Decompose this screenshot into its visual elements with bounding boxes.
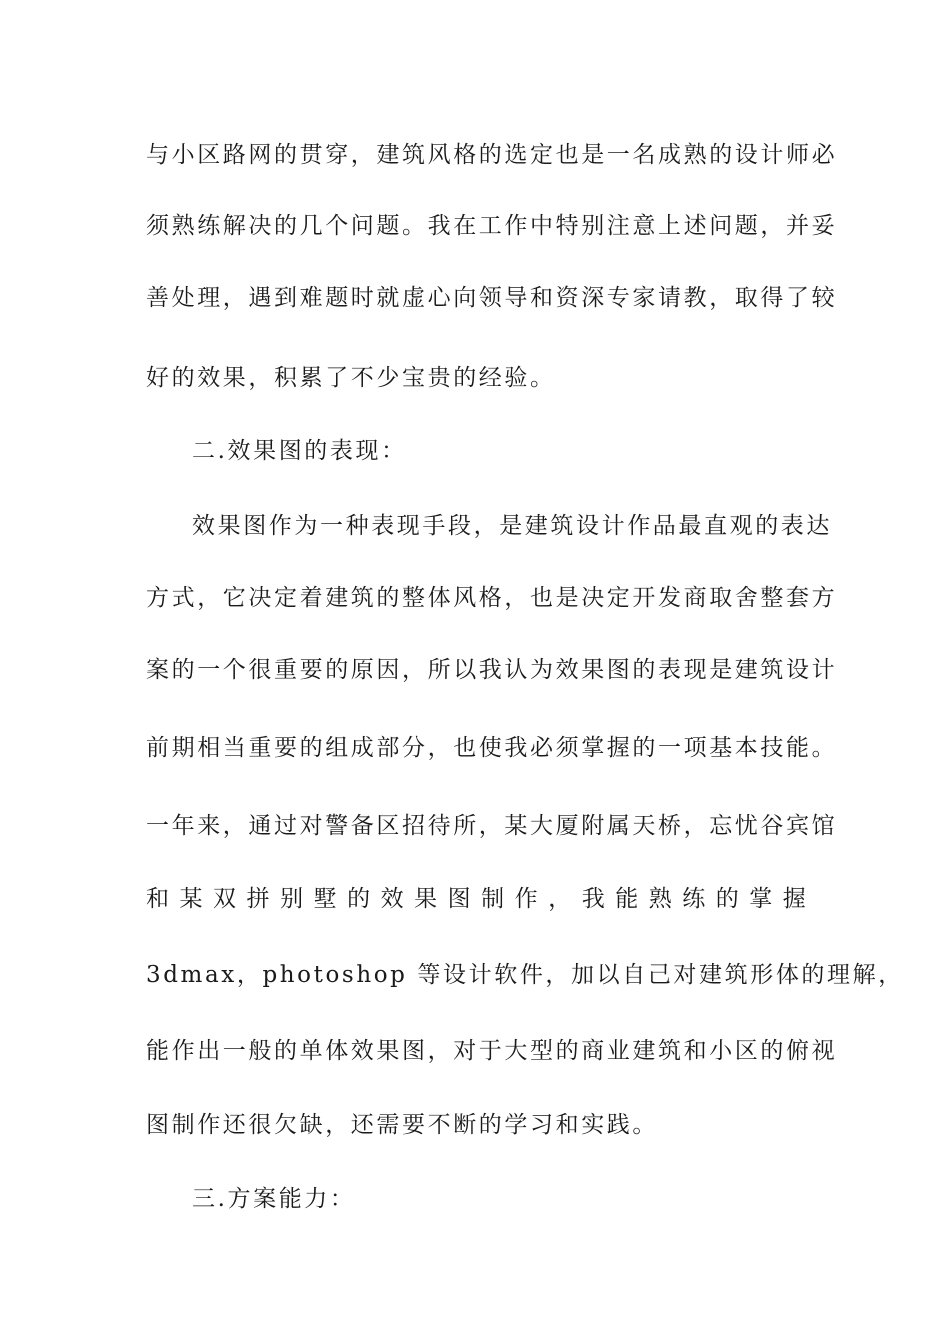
text-line: 善处理，遇到难题时就虚心向领导和资深专家请教，取得了较 (146, 285, 838, 311)
char: 效 (380, 886, 404, 912)
char: 作 (514, 886, 538, 912)
char: 拼 (246, 886, 270, 912)
char: 能 (615, 886, 639, 912)
text-line: 图制作还很欠缺，还需要不断的学习和实践。 (146, 1112, 658, 1138)
section-heading: 三.方案能力： (192, 1186, 356, 1212)
char: 某 (179, 886, 203, 912)
char: 练 (682, 886, 706, 912)
char: 熟 (648, 886, 672, 912)
char: 的 (715, 886, 739, 912)
char: 握 (782, 886, 806, 912)
section-heading: 二.效果图的表现： (192, 438, 407, 464)
text-line: 3dmax，photoshop 等设计软件，加以自己对建筑形体的理解， (146, 962, 904, 988)
char: 我 (581, 886, 605, 912)
char: 图 (447, 886, 471, 912)
char: 和 (146, 886, 169, 912)
char: 果 (414, 886, 438, 912)
text-line: 方式，它决定着建筑的整体风格，也是决定开发商取舍整套方 (146, 585, 838, 611)
char: 双 (213, 886, 237, 912)
text-line: 前期相当重要的组成部分，也使我必须掌握的一项基本技能。 (146, 735, 838, 761)
text-line: 与小区路网的贯穿，建筑风格的选定也是一名成熟的设计师必 (146, 142, 838, 168)
text-line: 好的效果，积累了不少宝贵的经验。 (146, 365, 556, 391)
char: 墅 (313, 886, 337, 912)
char: 掌 (749, 886, 773, 912)
char: 制 (481, 886, 505, 912)
char: 别 (280, 886, 304, 912)
text-line: 一年来，通过对警备区招待所，某大厦附属天桥，忘忧谷宾馆 (146, 813, 838, 839)
text-line: 案的一个很重要的原因，所以我认为效果图的表现是建筑设计 (146, 657, 838, 683)
text-line: 须熟练解决的几个问题。我在工作中特别注意上述问题，并妥 (146, 213, 838, 239)
justified-text-line (146, 884, 806, 914)
text-line: 能作出一般的单体效果图，对于大型的商业建筑和小区的俯视 (146, 1038, 838, 1064)
text-line: 效果图作为一种表现手段，是建筑设计作品最直观的表达 (192, 513, 832, 539)
char: 的 (347, 886, 371, 912)
char: ， (548, 886, 572, 912)
